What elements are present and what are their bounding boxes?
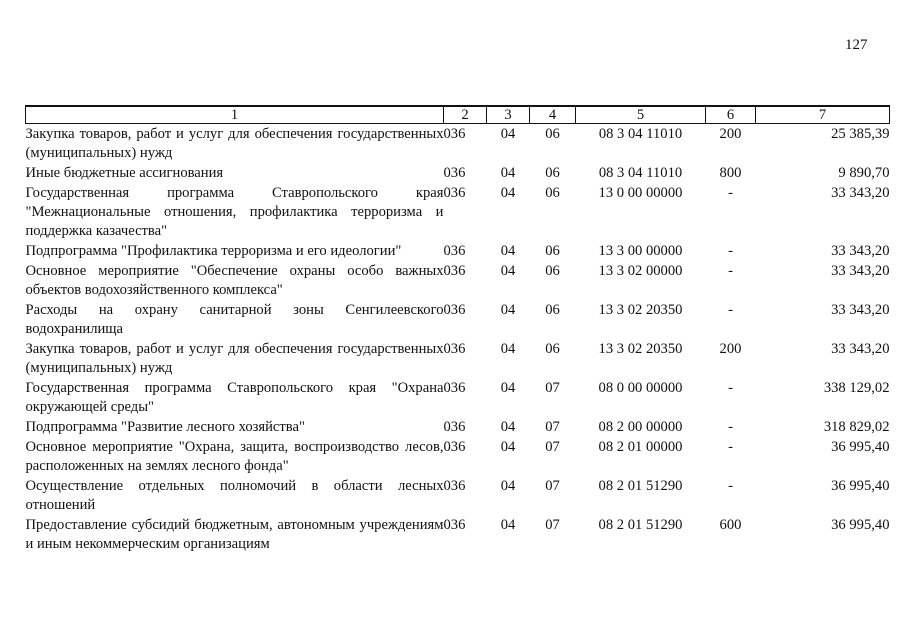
row-value-cell: 08 3 04 11010 [598,165,683,181]
row-name-cell: Государственная программа Ставропольского края "Охрана окружающей среды" [25,380,444,415]
row-value-cell: - [728,380,733,396]
row-value-cell: 36 995,40 [831,439,890,455]
row-value-cell: 200 [719,341,742,357]
row-value-cell: 13 3 00 00000 [598,243,683,259]
row-value-cell: 04 [500,263,516,279]
row-value-cell: 33 343,20 [831,263,890,279]
column-header: 3 [487,106,530,124]
row-value-cell: 13 0 00 00000 [598,185,683,201]
row-name-cell: Подпрограмма "Развитие лесного хозяйства" [25,419,305,435]
row-value-cell: 08 2 00 00000 [598,419,683,435]
row-value-cell: 04 [500,341,516,357]
column-header: 4 [530,106,576,124]
row-value-cell: - [728,419,733,435]
row-name-cell: Предоставление субсидий бюджетным, автономным учреждениям и иным некоммерческим организациям [25,517,444,552]
row-value-cell: 07 [545,380,560,396]
header-row [26,106,890,124]
row-value-cell: - [728,439,733,455]
column-header: 1 [26,106,444,124]
row-value-cell: 06 [545,263,560,279]
row-value-cell: 036 [443,243,466,259]
row-value-cell: 06 [545,185,560,201]
row-value-cell: 06 [545,243,560,259]
row-name-cell: Закупка товаров, работ и услуг для обеспечения государственных (муниципальных) нужд [25,341,444,376]
row-value-cell: 04 [500,419,516,435]
row-value-cell: 04 [500,243,516,259]
row-value-cell: 07 [545,517,560,533]
row-value-cell: 9 890,70 [838,165,890,181]
row-value-cell: 036 [443,185,466,201]
table-row [26,300,890,339]
row-value-cell: 036 [443,439,466,455]
row-value-cell: 036 [443,341,466,357]
page-number: 127 [845,37,868,53]
row-value-cell: 338 129,02 [823,380,890,396]
row-value-cell: 08 3 04 11010 [598,126,683,142]
row-name-cell: Закупка товаров, работ и услуг для обеспечения государственных (муниципальных) нужд [25,126,444,161]
table-row [26,241,890,261]
row-value-cell: 04 [500,439,516,455]
table-row [26,339,890,378]
row-value-cell: 04 [500,380,516,396]
row-value-cell: 33 343,20 [831,341,890,357]
row-value-cell: 25 385,39 [831,126,890,142]
row-value-cell: 08 2 01 51290 [598,517,683,533]
table-row [26,515,890,554]
column-header: 2 [444,106,487,124]
row-value-cell: 13 3 02 20350 [598,302,683,318]
row-name-cell: Подпрограмма "Профилактика терроризма и его идеологии" [25,243,402,259]
row-value-cell: 600 [719,517,742,533]
row-name-cell: Государственная программа Ставропольского края "Межнациональные отношения, профилактика терроризма и поддержка казачества" [25,185,444,239]
table-row [26,163,890,183]
row-value-cell: 036 [443,478,466,494]
column-header: 5 [576,106,706,124]
row-value-cell: 04 [500,517,516,533]
column-header: 7 [756,106,890,124]
table-row [26,476,890,515]
row-value-cell: 06 [545,165,560,181]
row-value-cell: 13 3 02 00000 [598,263,683,279]
row-value-cell: 04 [500,165,516,181]
table-row [26,183,890,241]
column-header: 6 [706,106,756,124]
row-value-cell: 036 [443,302,466,318]
row-value-cell: - [728,185,733,201]
budget-table [25,105,890,554]
table-row [26,417,890,437]
row-value-cell: 06 [545,302,560,318]
row-value-cell: 318 829,02 [823,419,890,435]
row-value-cell: 04 [500,302,516,318]
row-value-cell: - [728,243,733,259]
row-value-cell: 07 [545,419,560,435]
row-name-cell: Основное мероприятие "Обеспечение охраны особо важных объектов водохозяйственного комплекса" [25,263,444,298]
row-value-cell: 04 [500,126,516,142]
row-value-cell: 06 [545,341,560,357]
row-value-cell: 36 995,40 [831,478,890,494]
table-row [26,378,890,417]
row-value-cell: - [728,302,733,318]
row-value-cell: 04 [500,478,516,494]
row-name-cell: Иные бюджетные ассигнования [25,165,224,181]
row-value-cell: 36 995,40 [831,517,890,533]
row-value-cell: 08 2 01 00000 [598,439,683,455]
row-value-cell: 33 343,20 [831,243,890,259]
row-value-cell: 07 [545,439,560,455]
row-value-cell: 08 2 01 51290 [598,478,683,494]
row-name-cell: Основное мероприятие "Охрана, защита, воспроизводство лесов, расположенных на землях лесного фонда" [25,439,444,474]
row-value-cell: 33 343,20 [831,302,890,318]
row-value-cell: 036 [443,263,466,279]
table-row [26,261,890,300]
row-value-cell: - [728,263,733,279]
row-value-cell: 800 [719,165,742,181]
row-value-cell: 200 [719,126,742,142]
row-value-cell: 036 [443,419,466,435]
table-row [26,124,890,164]
row-value-cell: 036 [443,126,466,142]
row-value-cell: 036 [443,165,466,181]
row-value-cell: 08 0 00 00000 [598,380,683,396]
row-value-cell: 07 [545,478,560,494]
row-value-cell: 33 343,20 [831,185,890,201]
row-value-cell: 036 [443,380,466,396]
row-name-cell: Расходы на охрану санитарной зоны Сенгилеевского водохранилища [25,302,444,337]
row-value-cell: 036 [443,517,466,533]
table-row [26,437,890,476]
row-name-cell: Осуществление отдельных полномочий в области лесных отношений [25,478,444,513]
row-value-cell: 13 3 02 20350 [598,341,683,357]
row-value-cell: - [728,478,733,494]
row-value-cell: 06 [545,126,560,142]
row-value-cell: 04 [500,185,516,201]
